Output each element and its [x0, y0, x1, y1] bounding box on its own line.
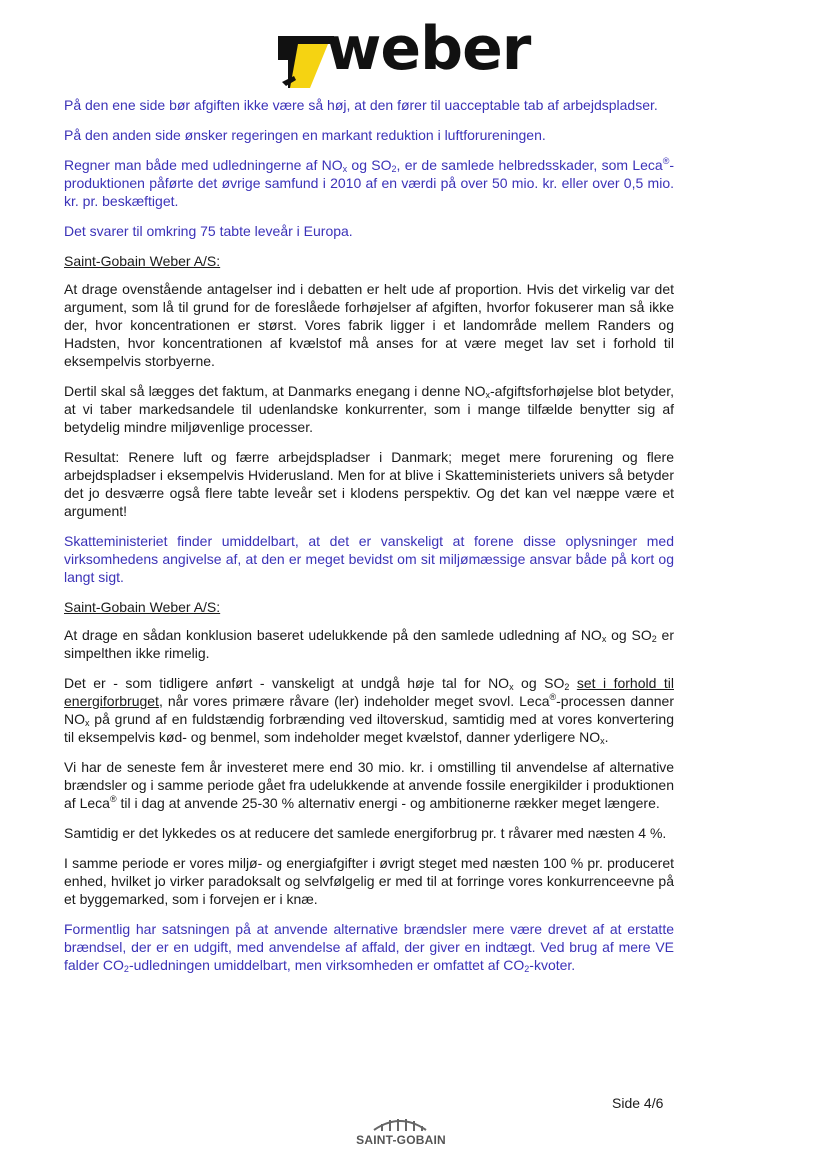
weber-logo: [276, 14, 538, 92]
paragraph-1: På den ene side bør afgiften ikke være så høj, at den fører til uacceptable tab af arbejdspladser.: [64, 97, 658, 113]
saint-gobain-logo: [346, 1112, 486, 1152]
paragraph-3: Regner man både med udledningerne af $NO_x$ og $SO_2$, er de samlede helbredsskader, som Leca®-produktionen påførte det øvrige samfund i 2010 af en værdi på over 50 mio. kr. eller over 0,5 mio. kr. pr. beskæftiget.: [64, 156, 674, 209]
saint-gobain-logo-text: SAINT-GOBAIN: [356, 1133, 446, 1147]
weber-logo-text: weber: [326, 14, 531, 84]
paragraph-6: Dertil skal så lægges det faktum, at Danmarks enegang i denne $NO_x$-afgiftsforhøjelse blot betyder, at vi taber markedsandele til udenlandske konkurrenter, som i mange tilfælde benytter sig af betydelig mindre miljøvenlige processer.: [64, 383, 674, 435]
paragraph-14: Formentlig har satsningen på at anvende alternative brændsler mere være drevet af at erstatte brændsel, der er en udgift, med anvendelse af affald, der giver en indtægt. Ved brug af mere VE falder $CO_2$-udledningen umiddelbart, men virksomheden er omfattet af $CO_2$-kvoter.: [64, 921, 674, 974]
paragraph-13: I samme periode er vores miljø- og energiafgifter i øvrigt steget med næsten 100 % pr. produceret enhed, hvilket jo virker paradoksalt og selvfølgelig er med til at forringe vores konkurrenceevne på et byggemarked, som i forvejen er i knæ.: [64, 855, 674, 907]
paragraph-8: Skatteministeriet finder umiddelbart, at det er vanskeligt at forene disse oplysninger med virksomhedens angivelse af, at den er meget bevidst om sit miljømæssige ansvar både på kort og langt sigt.: [64, 533, 674, 585]
paragraph-11: Vi har de seneste fem år investeret mere end 30 mio. kr. i omstilling til anvendelse af alternative brændsler og i samme periode gået fra udelukkende at anvende fossile energikilder i produktionen af Leca® til i dag at anvende 25-30 % alternativ energi - og ambitionerne rækker meget længere.: [64, 759, 674, 811]
section-heading-1: Saint-Gobain Weber A/S:: [64, 253, 221, 269]
paragraph-9: At drage en sådan konklusion baseret udelukkende på den samlede udledning af $NO_x$ og $SO_2$ er simpelthen ikke rimelig.: [64, 627, 674, 661]
paragraph-10: Det er - som tidligere anført - vanskeligt at undgå høje tal for $NO_x$ og $SO_2$ set i forhold til energiforbruget, når vores primære råvare (ler) indeholder meget svovl. Leca®-processen danner $NO_x$ på grund af en fuldstændig forbrænding ved iltoverskud, samtidig med at vores konvertering til eksempelvis kød- og benmel, som indeholder meget kvælstof, danner yderligere $NO_x$.: [64, 675, 674, 746]
saint-gobain-arch-icon: [370, 1112, 430, 1132]
document-body: [64, 96, 674, 986]
paragraph-2: På den anden side ønsker regeringen en markant reduktion i luftforureningen.: [64, 127, 546, 143]
paragraph-7: Resultat: Renere luft og færre arbejdspladser i Danmark; meget mere forurening og flere arbejdspladser i eksempelvis Hviderusland. Men for at blive i Skatteministeriets univers så betyder det jo desværre også flere tabte leveår set i klodens perspektiv. Og det kan vel næppe være et argument!: [64, 449, 674, 519]
paragraph-4: Det svarer til omkring 75 tabte leveår i Europa.: [64, 223, 353, 239]
paragraph-12: Samtidig er det lykkedes os at reducere det samlede energiforbrug pr. t råvarer med næsten 4 %.: [64, 825, 667, 841]
section-heading-2: Saint-Gobain Weber A/S:: [64, 599, 221, 615]
page-number: Side 4/6: [612, 1095, 664, 1111]
paragraph-5: At drage ovenstående antagelser ind i debatten er helt ude af proportion. Hvis det virkelig var det argument, som lå til grund for de foreslåede forhøjelser af afgiften, hvorfor fokuserer man så ikke der, hvor koncentrationen er størst. Vores fabrik ligger i et landområde mellem Randers og Hadsten, hvor koncentrationen af kvælstof må anses for at være meget lav set i forhold til eksempelvis storbyerne.: [64, 281, 674, 369]
